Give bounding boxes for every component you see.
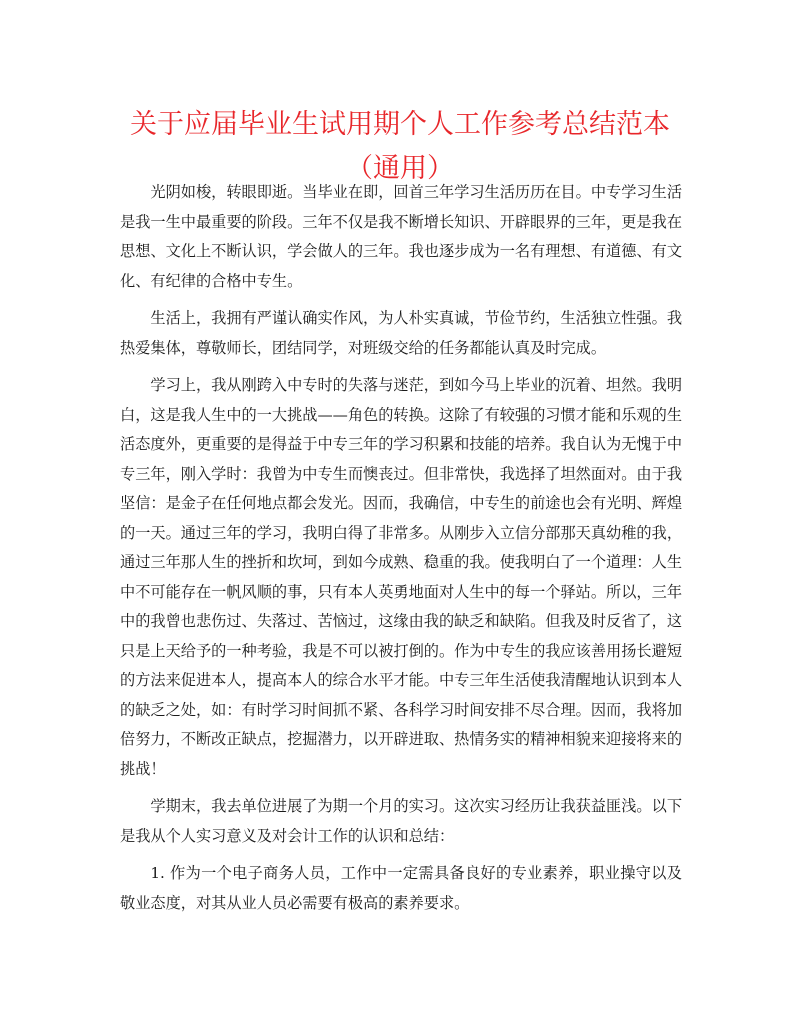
paragraph-life: 生活上，我拥有严谨认确实作风，为人朴实真诚，节俭节约，生活独立性强。我热爱集体，尊敬师长，团结同学，对班级交给的任务都能认真及时完成。 <box>120 309 682 357</box>
document-title: 关于应届毕业生试用期个人工作参考总结范本（通用） <box>130 109 670 184</box>
paragraph-intro: 光阴如梭，转眼即逝。当毕业在即，回首三年学习生活历历在目。中专学习生活是我一生中最重要的阶段。三年不仅是我不断增长知识、开辟眼界的三年，更是我在思想、文化上不断认识，学会做人的三年。我也逐步成为一名有理想、有道德、有文化、有纪律的合格中专生。 <box>120 183 682 290</box>
paragraph-point-1: 1. 作为一个电子商务人员，工作中一定需具备良好的专业素养，职业操守以及敬业态度，对其从业人员必需要有极高的素养要求。 <box>120 864 682 912</box>
paragraph-study: 学习上，我从刚跨入中专时的失落与迷茫，到如今马上毕业的沉着、坦然。我明白，这是我人生中的一大挑战——角色的转换。这除了有较强的习惯才能和乐观的生活态度外，更重要的是得益于中专三年的学习积累和技能的培养。我自认为无愧于中专三年，刚入学时：我曾为中专生而懊丧过。但非常快，我选择了坦然面对。由于我坚信：是金子在任何地点都会发光。因而，我确信，中专生的前途也会有光明、辉煌的一天。通过三年的学习，我明白得了非常多。从刚步入立信分部那天真幼稚的我，通过三年那人生的挫折和坎坷，到如今成熟、稳重的我。使我明白了一个道理：人生中不可能存在一帆风顺的事，只有本人英勇地面对人生中的每一个驿站。所以，三年中的我曾也悲伤过、失落过、苦恼过，这缘由我的缺乏和缺陷。但我及时反省了，这只是上天给予的一种考验，我是不可以被打倒的。作为中专生的我应该善用扬长避短的方法来促进本人，提高本人的综合水平才能。中专三年生活使我清醒地认识到本人的缺乏之处，如：有时学习时间抓不紧、各科学习时间安排不尽合理。因而，我将加倍努力，不断改正缺点，挖掘潜力，以开辟进取、热情务实的精神相貌来迎接将来的挑战！ <box>120 376 682 778</box>
paragraph-internship: 学期末，我去单位进展了为期一个月的实习。这次实习经历让我获益匪浅。以下是我从个人实习意义及对会计工作的认识和总结： <box>120 797 682 845</box>
document-body <box>120 178 682 918</box>
